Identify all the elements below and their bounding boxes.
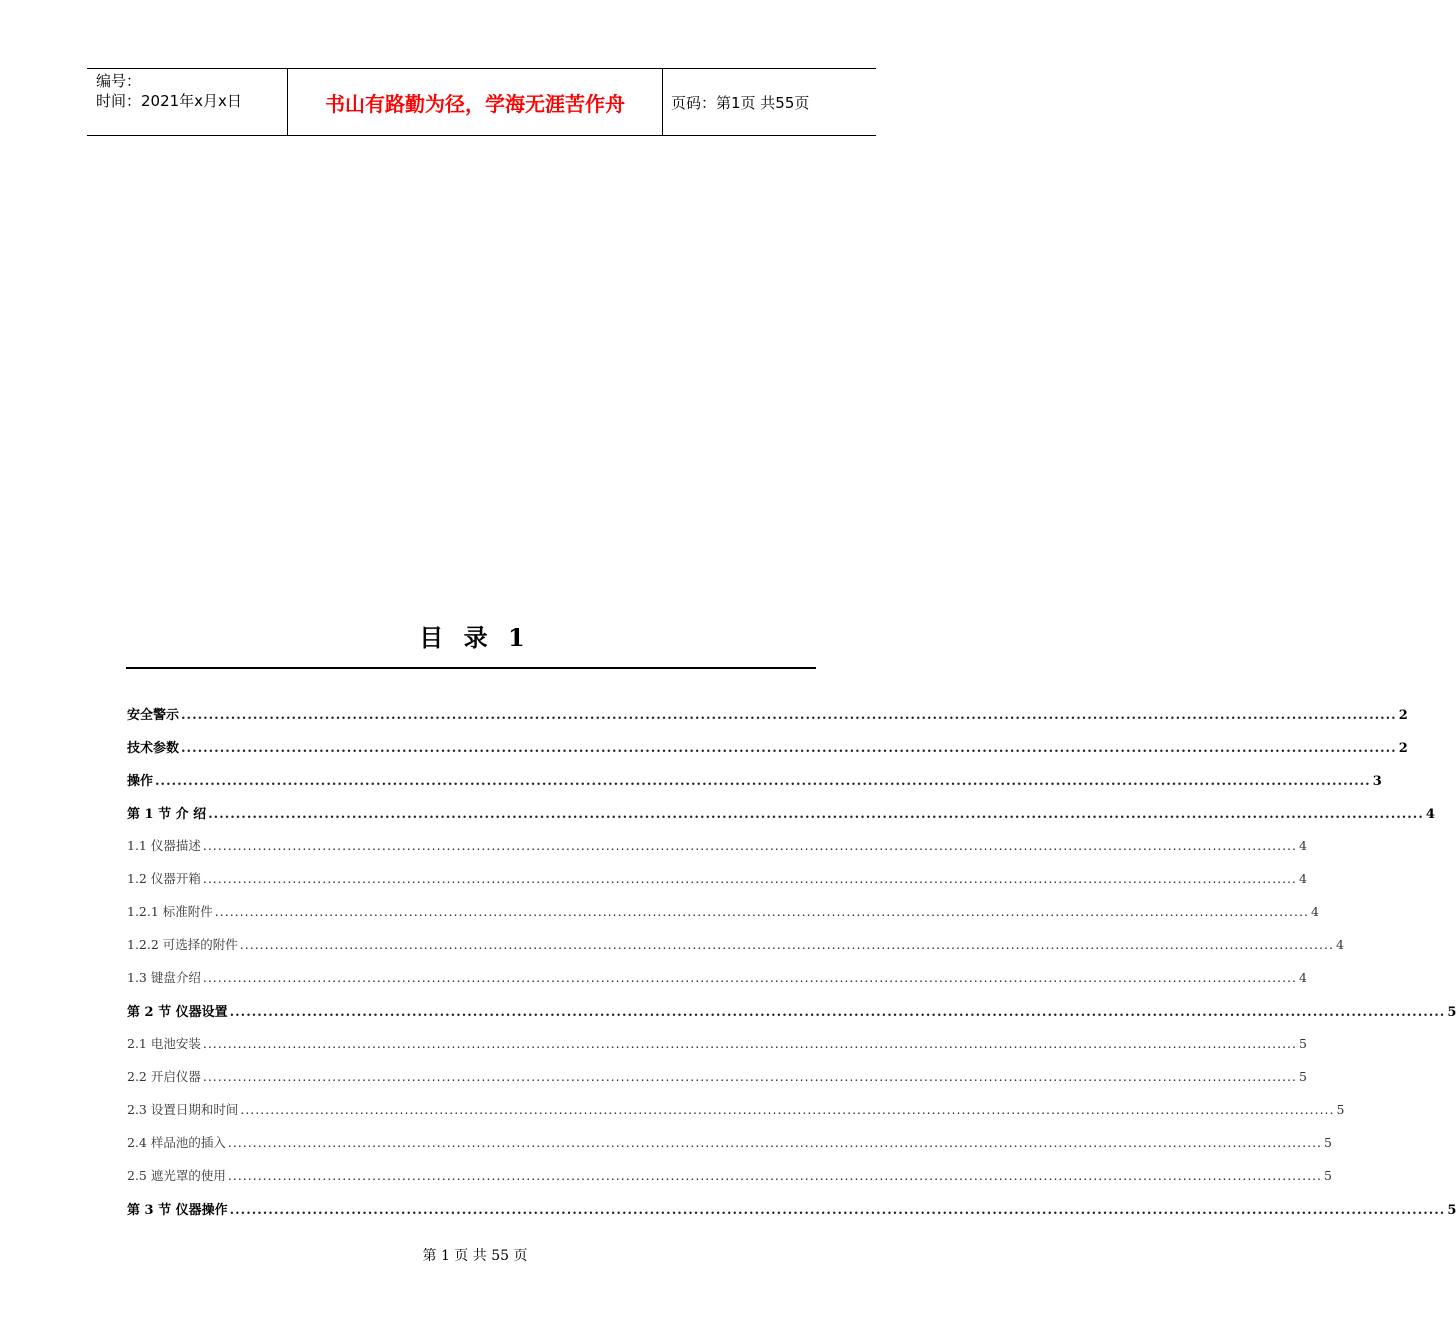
page-label: 页码：第1页 共55页	[671, 93, 810, 112]
toc-entry[interactable]	[127, 737, 1408, 770]
motto-text: 书山有路勤为径，学海无涯苦作舟	[325, 91, 625, 116]
toc-entry-label: 2.1 电池安装	[127, 1036, 201, 1051]
toc-entry-label: 1.1 仪器描述	[127, 838, 201, 853]
toc-entry[interactable]	[127, 935, 1344, 968]
toc-entry-page: 5	[1324, 1168, 1332, 1183]
toc-entry-label: 1.2.1 标准附件	[127, 904, 213, 919]
toc-entry-label: 第 3 节 仪器操作	[127, 1203, 228, 1218]
toc-entry-page: 4	[1299, 871, 1307, 886]
toc-entry-page: 4	[1425, 807, 1435, 822]
toc-entry-label: 2.5 遮光罩的使用	[127, 1168, 226, 1183]
toc-leader-dots: ............................................................................................................................................................................................................................	[202, 838, 1298, 853]
toc-leader-dots: ............................................................................................................................................................................................................................	[181, 741, 1397, 756]
toc-leader-dots: ............................................................................................................................................................................................................................	[202, 970, 1298, 985]
toc-leader-dots: ............................................................................................................................................................................................................................	[227, 1168, 1323, 1183]
toc-entry-label: 操作	[127, 774, 154, 789]
toc-entry-label: 2.4 样品池的插入	[127, 1135, 226, 1150]
toc-leader-dots: ............................................................................................................................................................................................................................	[239, 937, 1334, 952]
toc-entry-label: 2.2 开启仪器	[127, 1069, 201, 1084]
toc-entry[interactable]	[127, 1133, 1332, 1166]
toc-entry[interactable]	[127, 869, 1307, 902]
toc-entry[interactable]	[127, 1034, 1307, 1067]
toc-entry[interactable]	[127, 1067, 1307, 1100]
page-header	[87, 68, 876, 136]
toc-leader-dots: ............................................................................................................................................................................................................................	[208, 807, 1424, 822]
toc-entry[interactable]	[127, 902, 1319, 935]
toc-entry[interactable]	[127, 836, 1307, 869]
toc-entry[interactable]	[127, 968, 1307, 1001]
toc-entry-page: 5	[1447, 1203, 1456, 1218]
toc-leader-dots: ............................................................................................................................................................................................................................	[202, 1036, 1298, 1051]
toc-leader-dots: ............................................................................................................................................................................................................................	[227, 1135, 1323, 1150]
toc-entry-page: 4	[1299, 970, 1307, 985]
toc-entry-label: 1.3 键盘介绍	[127, 970, 201, 985]
toc-entry[interactable]	[127, 1001, 1456, 1034]
toc-leader-dots: ............................................................................................................................................................................................................................	[229, 1005, 1446, 1020]
toc-entry-page: 4	[1299, 838, 1307, 853]
toc-entry-page: 2	[1398, 708, 1408, 723]
toc-divider	[126, 667, 816, 669]
toc-entry[interactable]	[127, 770, 1382, 803]
page-footer: 第 1 页 共 55 页	[422, 1248, 528, 1264]
toc-entry-page: 5	[1299, 1036, 1307, 1051]
toc-entry-label: 第 2 节 仪器设置	[127, 1005, 228, 1020]
toc-entry[interactable]	[127, 1166, 1332, 1199]
toc-leader-dots: ............................................................................................................................................................................................................................	[240, 1102, 1335, 1117]
toc-leader-dots: ............................................................................................................................................................................................................................	[202, 1069, 1298, 1084]
toc-entry-label: 1.2 仪器开箱	[127, 871, 201, 886]
toc-entry-label: 1.2.2 可选择的附件	[127, 937, 238, 952]
toc-entry-page: 2	[1398, 741, 1408, 756]
toc-entry[interactable]	[127, 1199, 1456, 1232]
toc-entry-page: 5	[1324, 1135, 1332, 1150]
toc-entry-page: 4	[1335, 937, 1344, 952]
toc-leader-dots: ............................................................................................................................................................................................................................	[202, 871, 1298, 886]
toc-entry-page: 3	[1372, 774, 1382, 789]
toc-entry-label: 2.3 设置日期和时间	[127, 1102, 239, 1117]
toc-entry-page: 5	[1447, 1005, 1456, 1020]
number-label: 编号：	[96, 72, 142, 90]
toc-entry[interactable]	[127, 803, 1435, 836]
toc-title: 目 录 1	[419, 623, 531, 652]
toc-leader-dots: ............................................................................................................................................................................................................................	[214, 904, 1309, 919]
toc-leader-dots: ............................................................................................................................................................................................................................	[155, 774, 1371, 789]
toc-entry-page: 4	[1310, 904, 1319, 919]
toc-entry-label: 安全警示	[127, 708, 180, 723]
toc-entry-label: 技术参数	[127, 741, 180, 756]
toc-leader-dots: ............................................................................................................................................................................................................................	[181, 708, 1397, 723]
toc-entry[interactable]	[127, 704, 1408, 737]
toc-entry[interactable]	[127, 1100, 1345, 1133]
toc-entry-page: 5	[1336, 1102, 1345, 1117]
header-motto-cell	[288, 69, 663, 135]
toc-entry-page: 5	[1299, 1069, 1307, 1084]
header-meta	[87, 69, 288, 135]
header-page-cell	[663, 69, 876, 135]
toc-list	[127, 704, 1456, 1232]
toc-leader-dots: ............................................................................................................................................................................................................................	[229, 1203, 1446, 1218]
toc-entry-label: 第 1 节 介 绍	[127, 807, 207, 822]
time-label: 时间：2021年x月x日	[96, 92, 242, 110]
